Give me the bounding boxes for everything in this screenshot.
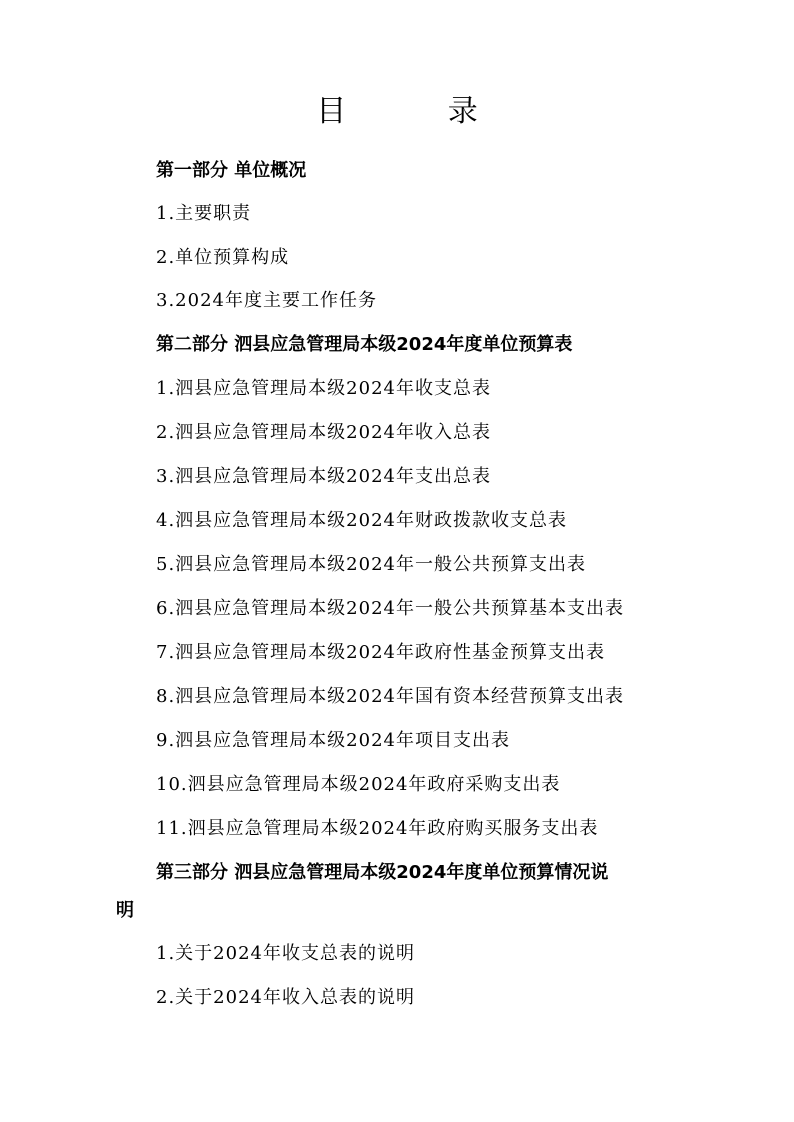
- part2-item-8: 8.泗县应急管理局本级2024年国有资本经营预算支出表: [156, 686, 624, 707]
- part2-item-2: 2.泗县应急管理局本级2024年收入总表: [156, 422, 491, 443]
- part2-item-9: 9.泗县应急管理局本级2024年项目支出表: [156, 730, 510, 751]
- part2-item-10: 10.泗县应急管理局本级2024年政府采购支出表: [156, 774, 561, 795]
- part1-item-1: 1.主要职责: [156, 203, 252, 224]
- part3-heading-continued: 明: [116, 900, 134, 921]
- part1-heading: 第一部分 单位概况: [156, 160, 307, 181]
- part2-item-11: 11.泗县应急管理局本级2024年政府购买服务支出表: [156, 818, 599, 839]
- part2-heading: 第二部分 泗县应急管理局本级2024年度单位预算表: [156, 334, 573, 355]
- part1-item-2: 2.单位预算构成: [156, 247, 290, 268]
- part2-item-7: 7.泗县应急管理局本级2024年政府性基金预算支出表: [156, 642, 605, 663]
- part2-item-3: 3.泗县应急管理局本级2024年支出总表: [156, 466, 491, 487]
- part1-item-3: 3.2024年度主要工作任务: [156, 290, 377, 311]
- part2-item-4: 4.泗县应急管理局本级2024年财政拨款收支总表: [156, 510, 567, 531]
- part2-item-5: 5.泗县应急管理局本级2024年一般公共预算支出表: [156, 554, 586, 575]
- part3-item-2: 2.关于2024年收入总表的说明: [156, 987, 415, 1008]
- part3-heading: 第三部分 泗县应急管理局本级2024年度单位预算情况说: [156, 862, 609, 883]
- part2-item-1: 1.泗县应急管理局本级2024年收支总表: [156, 378, 491, 399]
- page-title: 目 录: [316, 94, 524, 129]
- part3-item-1: 1.关于2024年收支总表的说明: [156, 943, 415, 964]
- part2-item-6: 6.泗县应急管理局本级2024年一般公共预算基本支出表: [156, 598, 624, 619]
